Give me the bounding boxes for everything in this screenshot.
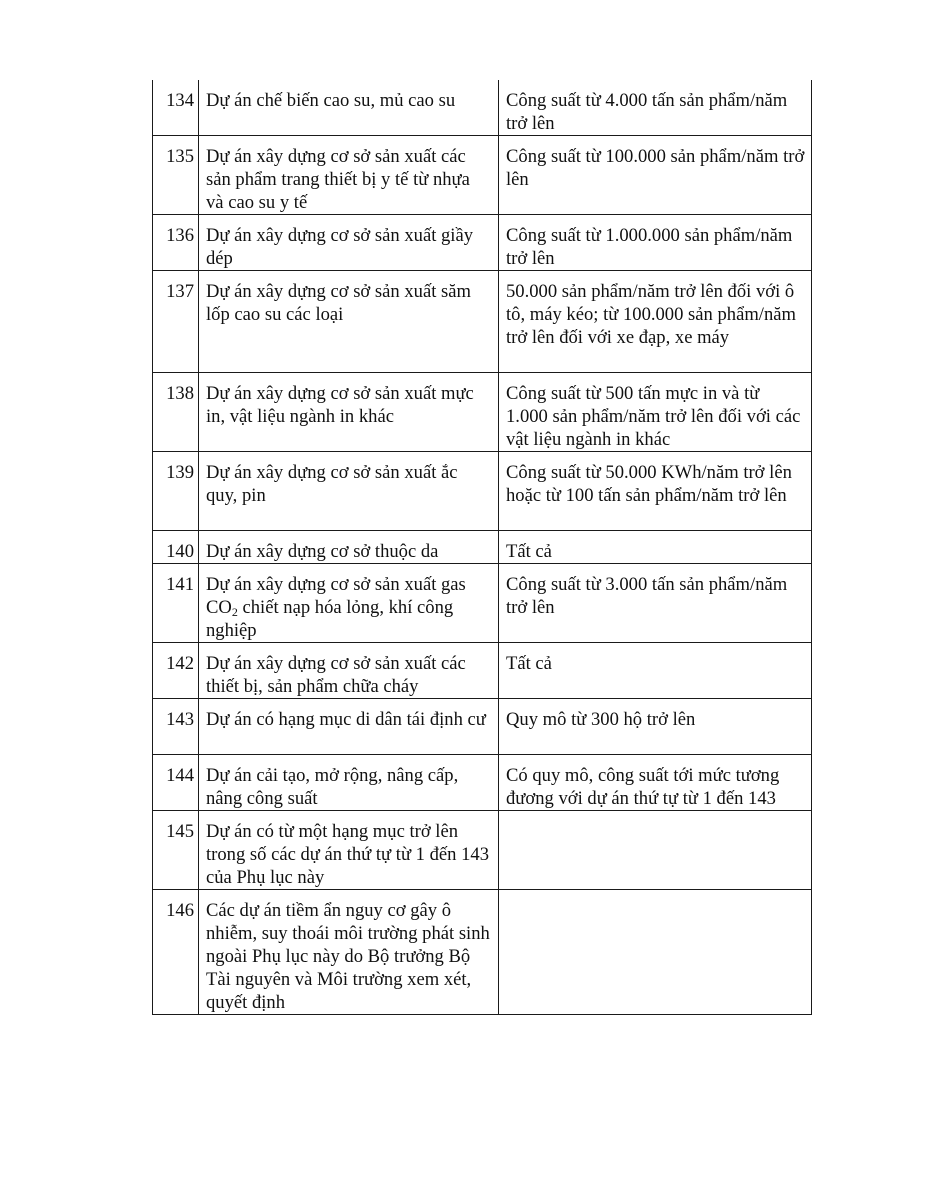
row-number: 138: [153, 373, 199, 452]
project-name: [199, 564, 499, 643]
table-row: [153, 136, 812, 215]
project-scale: Công suất từ 100.000 sản phẩm/năm trở lên: [499, 136, 812, 215]
project-name: Dự án cải tạo, mở rộng, nâng cấp, nâng công suất: [199, 755, 499, 811]
table-row: [153, 890, 812, 1015]
project-name: Dự án xây dựng cơ sở thuộc da: [199, 531, 499, 564]
project-scale: Công suất từ 500 tấn mực in và từ 1.000 sản phẩm/năm trở lên đối với các vật liệu ngành in khác: [499, 373, 812, 452]
table-row: [153, 373, 812, 452]
row-number: 142: [153, 643, 199, 699]
table-row: [153, 271, 812, 373]
row-number: 143: [153, 699, 199, 755]
table-row: [153, 699, 812, 755]
row-number: 145: [153, 811, 199, 890]
project-name-part: chiết nạp hóa lỏng, khí công nghiệp: [206, 597, 454, 641]
project-name: Dự án có hạng mục di dân tái định cư: [199, 699, 499, 755]
project-name-part: Dự án xây dựng cơ sở sản xuất gas CO: [206, 574, 466, 618]
table-row: [153, 452, 812, 531]
project-scale: Công suất từ 50.000 KWh/năm trở lên hoặc từ 100 tấn sản phẩm/năm trở lên: [499, 452, 812, 531]
subscript-digit: 2: [231, 605, 238, 619]
row-number: 146: [153, 890, 199, 1015]
project-name: Các dự án tiềm ẩn nguy cơ gây ô nhiễm, suy thoái môi trường phát sinh ngoài Phụ lục này do Bộ trưởng Bộ Tài nguyên và Môi trường xem xét, quyết định: [199, 890, 499, 1015]
project-name: Dự án xây dựng cơ sở sản xuất ắc quy, pin: [199, 452, 499, 531]
project-scale: [499, 811, 812, 890]
table-row: [153, 80, 812, 136]
project-scale: Tất cả: [499, 643, 812, 699]
project-name: Dự án xây dựng cơ sở sản xuất giầy dép: [199, 215, 499, 271]
table-row: [153, 531, 812, 564]
table-row: [153, 564, 812, 643]
row-number: 137: [153, 271, 199, 373]
row-number: 139: [153, 452, 199, 531]
table-row: [153, 643, 812, 699]
project-name: Dự án xây dựng cơ sở sản xuất các sản phẩm trang thiết bị y tế từ nhựa và cao su y tế: [199, 136, 499, 215]
project-scale: Công suất từ 1.000.000 sản phẩm/năm trở lên: [499, 215, 812, 271]
project-name: Dự án xây dựng cơ sở sản xuất các thiết bị, sản phẩm chữa cháy: [199, 643, 499, 699]
project-scale: Công suất từ 3.000 tấn sản phẩm/năm trở lên: [499, 564, 812, 643]
project-scale: Có quy mô, công suất tới mức tương đương với dự án thứ tự từ 1 đến 143: [499, 755, 812, 811]
row-number: 140: [153, 531, 199, 564]
row-number: 141: [153, 564, 199, 643]
row-number: 134: [153, 80, 199, 136]
project-name: Dự án chế biến cao su, mủ cao su: [199, 80, 499, 136]
project-scale: Quy mô từ 300 hộ trở lên: [499, 699, 812, 755]
project-scale: Công suất từ 4.000 tấn sản phẩm/năm trở lên: [499, 80, 812, 136]
project-scale: Tất cả: [499, 531, 812, 564]
table-row: [153, 811, 812, 890]
row-number: 144: [153, 755, 199, 811]
row-number: 135: [153, 136, 199, 215]
table-row: [153, 215, 812, 271]
project-scale: [499, 890, 812, 1015]
table-row: [153, 755, 812, 811]
row-number: 136: [153, 215, 199, 271]
project-scale: 50.000 sản phẩm/năm trở lên đối với ô tô, máy kéo; từ 100.000 sản phẩm/năm trở lên đối với xe đạp, xe máy: [499, 271, 812, 373]
project-name: Dự án xây dựng cơ sở sản xuất mực in, vật liệu ngành in khác: [199, 373, 499, 452]
project-list-table: [152, 80, 812, 1015]
project-name: Dự án có từ một hạng mục trở lên trong số các dự án thứ tự từ 1 đến 143 của Phụ lục này: [199, 811, 499, 890]
project-name: Dự án xây dựng cơ sở sản xuất săm lốp cao su các loại: [199, 271, 499, 373]
